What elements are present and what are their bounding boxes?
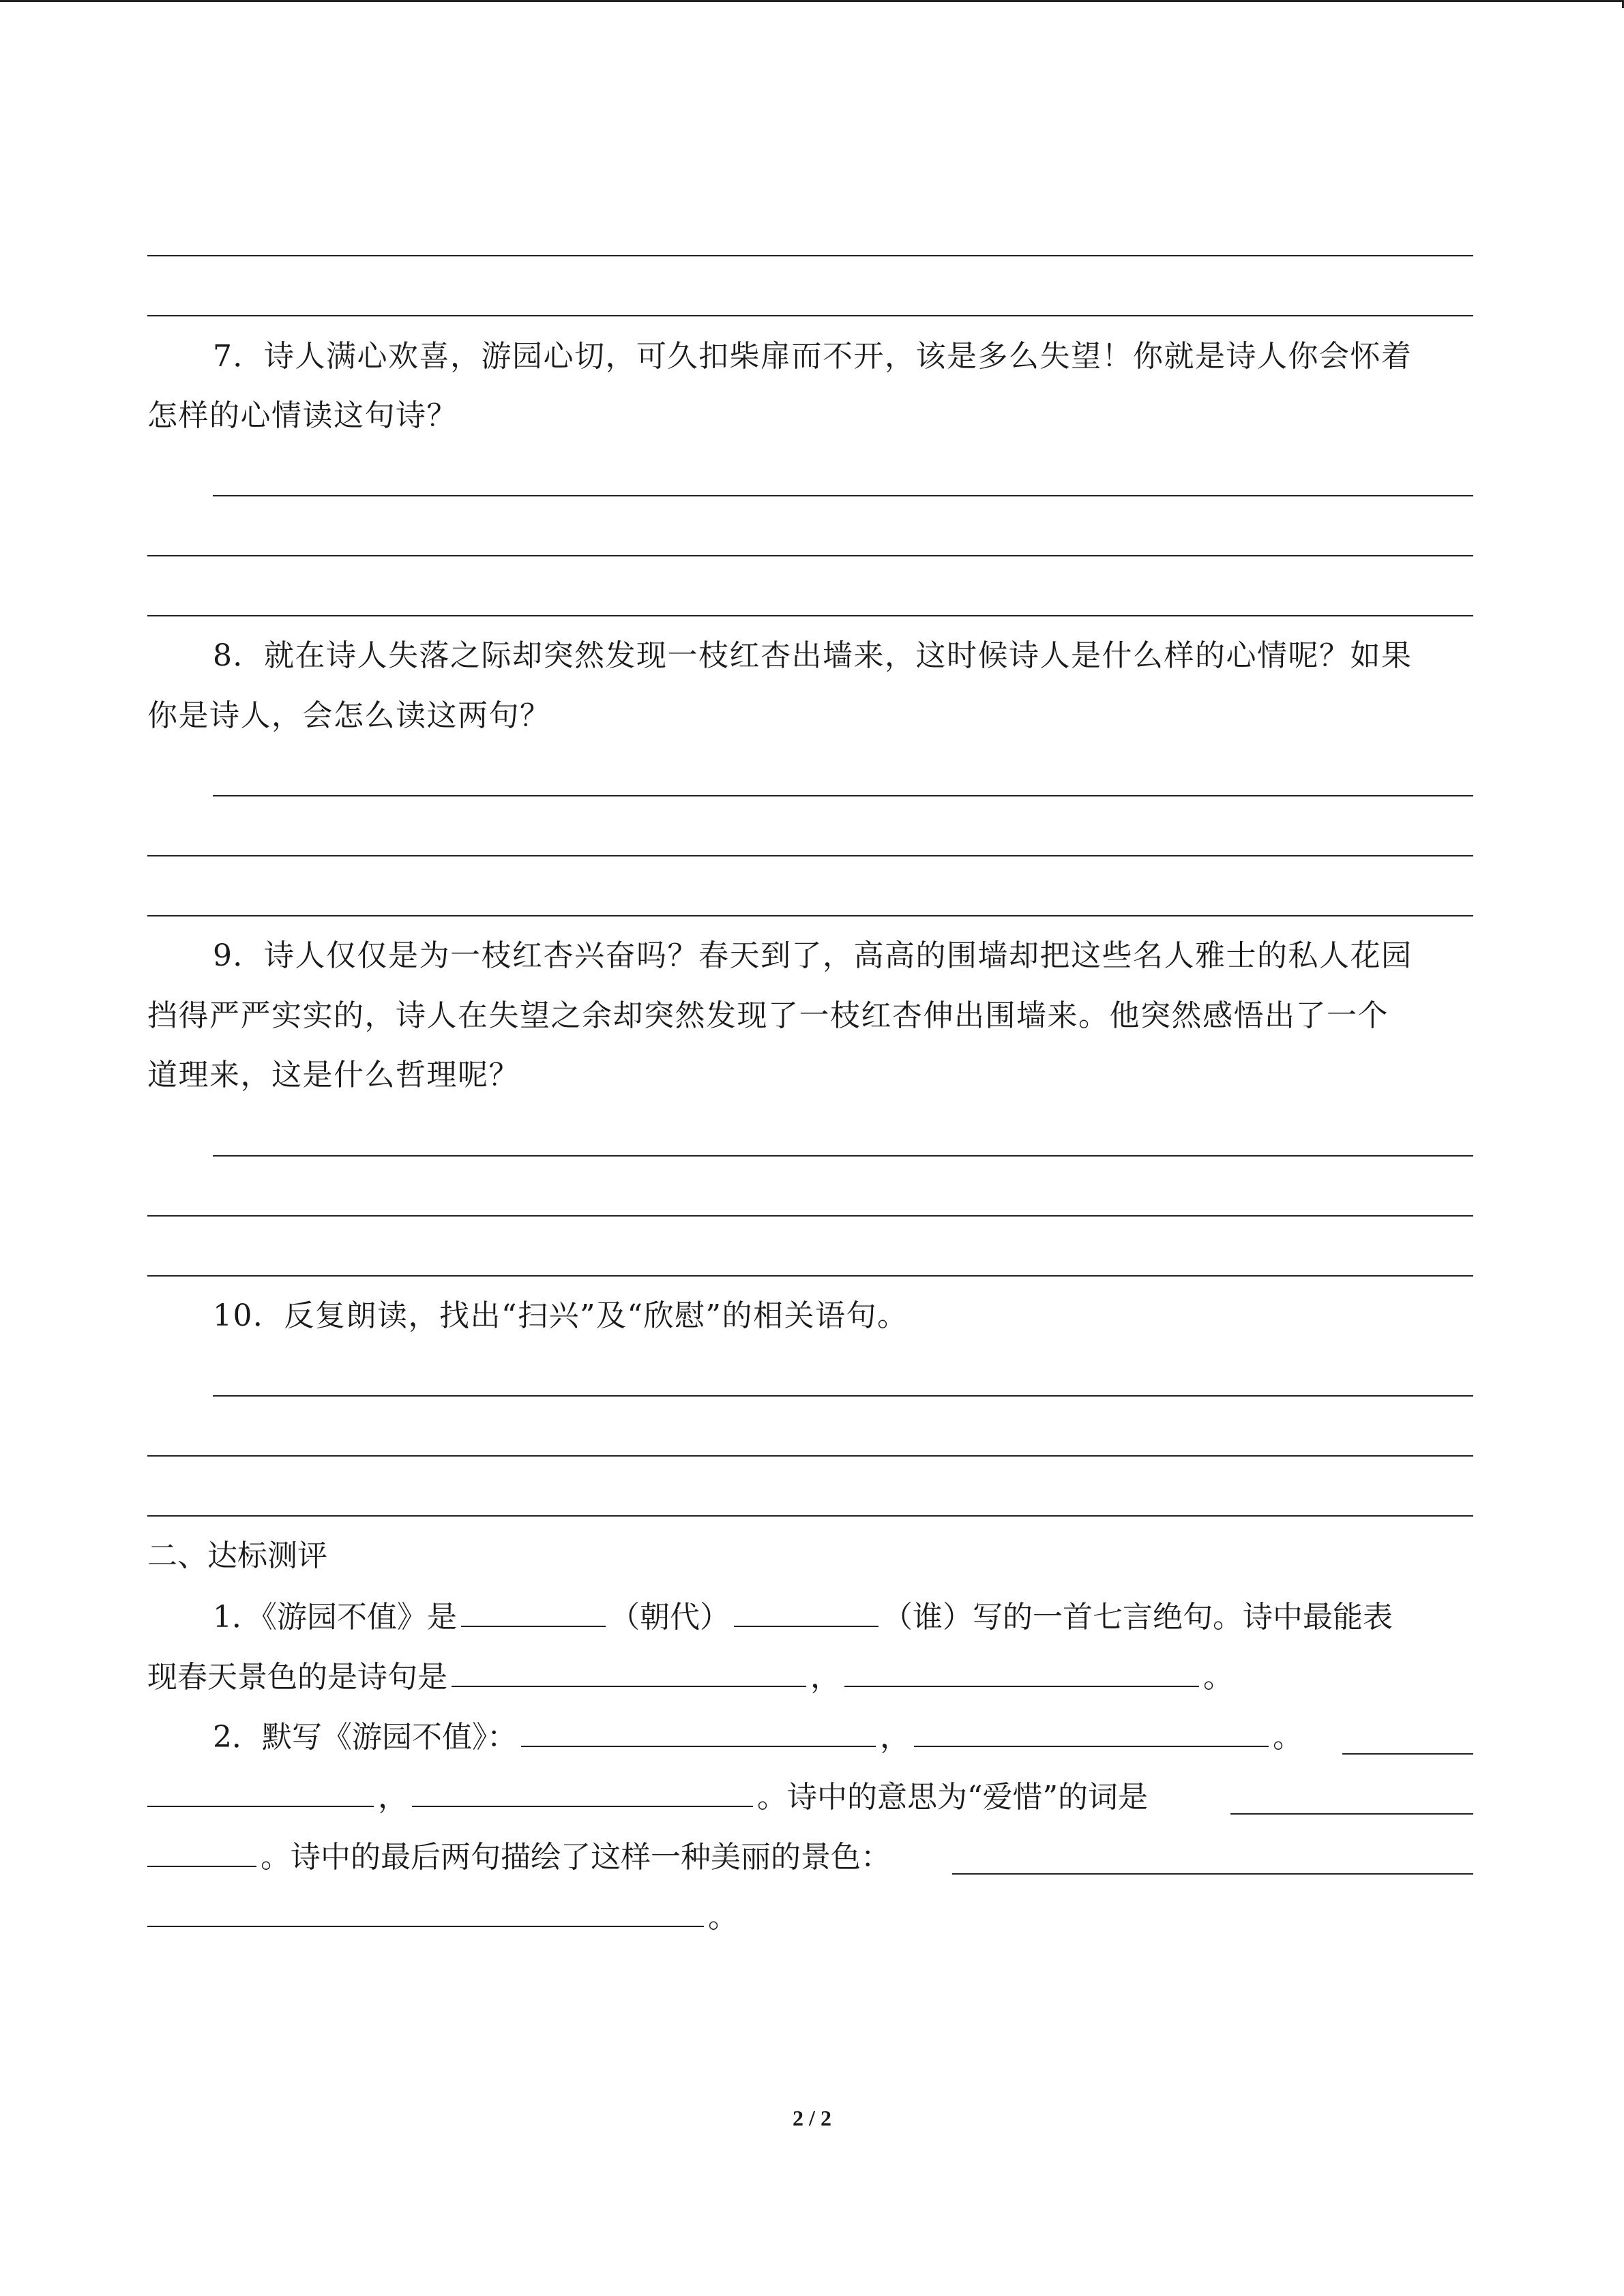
answer-line[interactable] [213,1395,1473,1397]
test-item-1-text-c: （谁）写的一首七言绝句。诗中最能表 [883,1600,1393,1635]
question-7-line-2: 怎样的心情读这句诗？ [147,398,458,433]
section-2-heading: 二、达标测评 [147,1538,327,1573]
test-item-1-line-1 [213,1596,1393,1638]
test-item-2-text-f: 。诗中的最后两句描绘了这样一种美丽的景色： [261,1840,891,1875]
poem-blank-4[interactable] [412,1776,753,1807]
question-8-line-1: 8．就在诗人失落之际却突然发现一枝红杏出墙来，这时候诗人是什么样的心情呢？如果 [213,638,1413,673]
answer-line[interactable] [147,1275,1473,1277]
test-item-1-text-d: 现春天景色的是诗句是 [147,1660,447,1695]
test-item-2-line-2 [147,1776,1148,1818]
page-number: 2 / 2 [793,2106,831,2130]
page-top-border [0,0,1624,2]
answer-line[interactable] [147,1455,1473,1457]
answer-line[interactable] [213,795,1473,796]
test-item-2-text-a: 2．默写《游园不值》： [213,1720,517,1755]
test-item-2-text-g: 。 [708,1900,738,1935]
question-7-line-1: 7．诗人满心欢喜，游园心切，可久扣柴扉而不开，该是多么失望！你就是诗人你会怀着 [213,339,1413,374]
answer-line[interactable] [147,615,1473,616]
test-item-1-text-b: （朝代） [610,1600,730,1635]
scenery-blank-start[interactable] [952,1873,1473,1875]
answer-line[interactable] [147,1515,1473,1517]
poem-blank-2[interactable] [914,1716,1269,1747]
poem-blank-1[interactable] [521,1716,876,1747]
author-blank[interactable] [734,1596,879,1627]
answer-line[interactable] [147,255,1473,256]
dynasty-blank[interactable] [461,1596,606,1627]
test-item-1-line-2 [147,1656,1233,1698]
test-item-2-line-3 [147,1836,891,1878]
cherish-word-blank-end[interactable] [147,1836,256,1867]
answer-line[interactable] [147,315,1473,316]
poem-blank-3-end[interactable] [147,1776,374,1807]
spring-line-blank-1[interactable] [452,1656,806,1687]
scenery-blank-end[interactable] [147,1896,704,1927]
answer-line[interactable] [147,915,1473,916]
test-item-2-text-c: 。 [1273,1720,1303,1755]
answer-line[interactable] [213,1155,1473,1157]
test-item-1-text-a: 1．《游园不值》是 [213,1600,457,1635]
test-item-2-text-e: 。诗中的意思为“爱惜”的词是 [757,1780,1148,1815]
test-item-2-text-b: ， [880,1720,910,1755]
test-item-1-text-f: 。 [1203,1660,1233,1695]
test-item-1-text-e: ， [810,1660,840,1695]
spring-line-blank-2[interactable] [844,1656,1199,1687]
question-9-line-1: 9．诗人仅仅是为一枝红杏兴奋吗？春天到了，高高的围墙却把这些名人雅士的私人花园 [213,938,1413,973]
question-10-line-1: 10．反复朗读，找出“扫兴”及“欣慰”的相关语句。 [213,1298,909,1333]
answer-line[interactable] [147,855,1473,856]
question-8-line-2: 你是诗人，会怎么读这两句？ [147,698,551,733]
test-item-2-line-4 [147,1896,738,1938]
test-item-2-line-1 [213,1716,1303,1758]
question-9-line-2: 挡得严严实实的，诗人在失望之余却突然发现了一枝红杏伸出围墙来。他突然感悟出了一个 [147,998,1389,1033]
test-item-2-text-d: ， [378,1780,408,1815]
answer-line[interactable] [147,1215,1473,1217]
answer-line[interactable] [147,555,1473,556]
question-9-line-3: 道理来，这是什么哲理呢？ [147,1058,520,1092]
poem-blank-3-start[interactable] [1342,1753,1473,1755]
cherish-word-blank-start[interactable] [1230,1813,1473,1815]
answer-line[interactable] [213,495,1473,496]
